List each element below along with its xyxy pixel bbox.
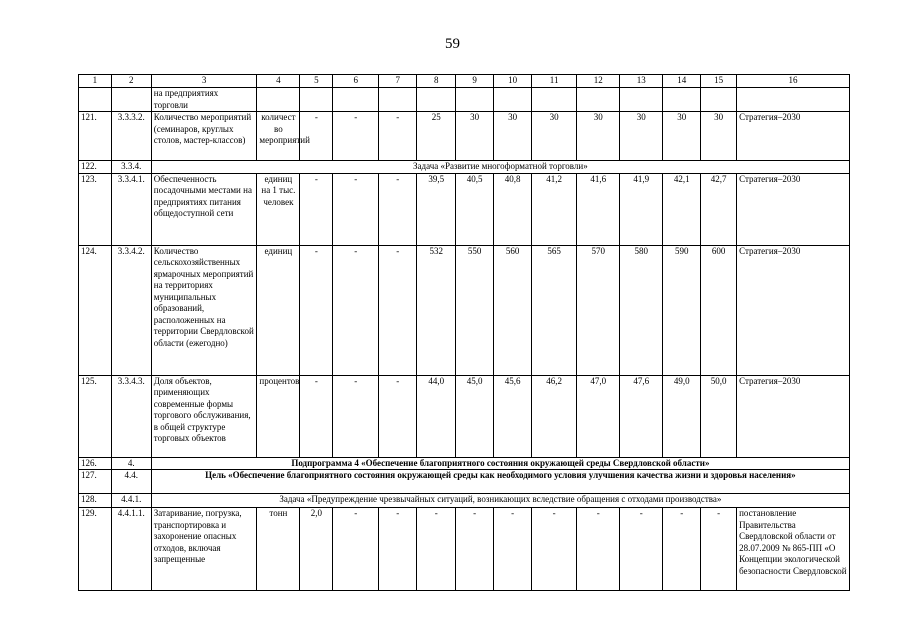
value-cell xyxy=(620,88,663,112)
table-row xyxy=(79,375,850,457)
section-title-cell: Цель «Обеспечение благоприятного состояния окружающей среды как необходимого условия улучшения качества жизни и здоровья населения» xyxy=(151,470,849,494)
value-cell xyxy=(494,88,532,112)
unit-cell: процентов xyxy=(257,375,300,457)
value-cell: - xyxy=(532,508,577,591)
row-code-cell: 3.3.4.3. xyxy=(111,375,151,457)
value-cell: 30 xyxy=(620,112,663,161)
column-header: 3 xyxy=(151,75,257,88)
section-title-cell: Подпрограмма 4 «Обеспечение благоприятного состояния окружающей среды Свердловской области» xyxy=(151,457,849,470)
value-cell xyxy=(577,88,620,112)
section-row xyxy=(79,470,850,494)
row-number-cell xyxy=(79,88,112,112)
value-cell: - xyxy=(300,375,333,457)
column-header: 16 xyxy=(737,75,850,88)
unit-cell: единиц xyxy=(257,245,300,375)
row-number-cell: 127. xyxy=(79,470,112,494)
section-row xyxy=(79,494,850,508)
indicator-name-cell: Обеспеченность посадочными местами на предприятиях питания общедоступной сети xyxy=(151,173,257,245)
value-cell: 46,2 xyxy=(532,375,577,457)
value-cell: 560 xyxy=(494,245,532,375)
value-cell: 44,0 xyxy=(417,375,456,457)
value-cell: 39,5 xyxy=(417,173,456,245)
value-cell: 42,1 xyxy=(663,173,701,245)
source-cell: Стратегия–2030 xyxy=(737,375,850,457)
value-cell: - xyxy=(333,508,379,591)
column-header: 5 xyxy=(300,75,333,88)
column-header: 4 xyxy=(257,75,300,88)
column-header: 7 xyxy=(379,75,417,88)
value-cell xyxy=(663,88,701,112)
source-cell: постановление Правительства Свердловской области от 28.07.2009 № 865-ПП «О Концепции экологической безопасности Свердловской xyxy=(737,508,850,591)
column-header: 10 xyxy=(494,75,532,88)
column-header: 1 xyxy=(79,75,112,88)
unit-cell: тонн xyxy=(257,508,300,591)
row-code-cell: 4.4. xyxy=(111,470,151,494)
value-cell: - xyxy=(333,245,379,375)
value-cell: 30 xyxy=(577,112,620,161)
column-header: 6 xyxy=(333,75,379,88)
section-row xyxy=(79,457,850,470)
table-row xyxy=(79,112,850,161)
indicators-table xyxy=(78,74,850,591)
value-cell xyxy=(532,88,577,112)
row-code-cell: 3.3.3.2. xyxy=(111,112,151,161)
value-cell: 40,8 xyxy=(494,173,532,245)
value-cell xyxy=(379,88,417,112)
section-row xyxy=(79,161,850,174)
value-cell: 2,0 xyxy=(300,508,333,591)
value-cell: - xyxy=(494,508,532,591)
value-cell xyxy=(300,88,333,112)
value-cell: 45,6 xyxy=(494,375,532,457)
value-cell xyxy=(333,88,379,112)
row-code-cell xyxy=(111,88,151,112)
value-cell: 41,2 xyxy=(532,173,577,245)
row-number-cell: 123. xyxy=(79,173,112,245)
value-cell: - xyxy=(701,508,737,591)
row-code-cell: 4.4.1.1. xyxy=(111,508,151,591)
row-number-cell: 121. xyxy=(79,112,112,161)
value-cell: 600 xyxy=(701,245,737,375)
value-cell: 580 xyxy=(620,245,663,375)
unit-cell: количест во мероприятий xyxy=(257,112,300,161)
column-header: 12 xyxy=(577,75,620,88)
column-header: 15 xyxy=(701,75,737,88)
value-cell: - xyxy=(379,375,417,457)
column-header: 2 xyxy=(111,75,151,88)
source-cell: Стратегия–2030 xyxy=(737,173,850,245)
row-number-cell: 124. xyxy=(79,245,112,375)
value-cell: 41,6 xyxy=(577,173,620,245)
table-row xyxy=(79,508,850,591)
unit-cell xyxy=(257,88,300,112)
value-cell: 565 xyxy=(532,245,577,375)
table-row xyxy=(79,245,850,375)
row-code-cell: 3.3.4.2. xyxy=(111,245,151,375)
value-cell: 570 xyxy=(577,245,620,375)
column-header: 13 xyxy=(620,75,663,88)
row-number-cell: 126. xyxy=(79,457,112,470)
value-cell: 47,0 xyxy=(577,375,620,457)
column-header: 9 xyxy=(456,75,494,88)
indicator-name-cell: Затаривание, погрузка, транспортировка и захоронение опасных отходов, включая запрещенные xyxy=(151,508,257,591)
column-header: 11 xyxy=(532,75,577,88)
page-number: 59 xyxy=(445,36,460,52)
section-title-cell: Задача «Предупреждение чрезвычайных ситуаций, возникающих вследствие обращения с отходами производства» xyxy=(151,494,849,508)
value-cell: 30 xyxy=(663,112,701,161)
value-cell: - xyxy=(379,245,417,375)
column-header-row xyxy=(79,75,850,88)
value-cell: - xyxy=(300,112,333,161)
indicator-name-cell: Количество сельскохозяйственных ярмарочных мероприятий на территориях муниципальных образований, расположенных на территории Свердловской области (ежегодно) xyxy=(151,245,257,375)
value-cell: - xyxy=(300,173,333,245)
value-cell: 45,0 xyxy=(456,375,494,457)
value-cell: 590 xyxy=(663,245,701,375)
value-cell: - xyxy=(620,508,663,591)
value-cell: - xyxy=(379,508,417,591)
value-cell: - xyxy=(333,112,379,161)
value-cell: 41,9 xyxy=(620,173,663,245)
value-cell: 532 xyxy=(417,245,456,375)
value-cell: 42,7 xyxy=(701,173,737,245)
value-cell: 49,0 xyxy=(663,375,701,457)
indicator-name-cell: Количество мероприятий (семинаров, круглых столов, мастер-классов) xyxy=(151,112,257,161)
row-code-cell: 3.3.4. xyxy=(111,161,151,174)
value-cell: - xyxy=(300,245,333,375)
row-code-cell: 3.3.4.1. xyxy=(111,173,151,245)
value-cell: - xyxy=(577,508,620,591)
row-number-cell: 128. xyxy=(79,494,112,508)
row-number-cell: 122. xyxy=(79,161,112,174)
table-row xyxy=(79,173,850,245)
source-cell: Стратегия–2030 xyxy=(737,112,850,161)
value-cell: - xyxy=(379,173,417,245)
value-cell xyxy=(701,88,737,112)
unit-cell: единиц на 1 тыс. человек xyxy=(257,173,300,245)
column-header: 8 xyxy=(417,75,456,88)
value-cell xyxy=(456,88,494,112)
table-row xyxy=(79,88,850,112)
value-cell: 30 xyxy=(456,112,494,161)
section-title-cell: Задача «Развитие многоформатной торговли» xyxy=(151,161,849,174)
value-cell xyxy=(417,88,456,112)
value-cell: - xyxy=(663,508,701,591)
value-cell: 30 xyxy=(532,112,577,161)
source-cell: Стратегия–2030 xyxy=(737,245,850,375)
value-cell: 550 xyxy=(456,245,494,375)
value-cell: 30 xyxy=(494,112,532,161)
row-number-cell: 129. xyxy=(79,508,112,591)
value-cell: 50,0 xyxy=(701,375,737,457)
value-cell: - xyxy=(379,112,417,161)
value-cell: 30 xyxy=(701,112,737,161)
value-cell: 47,6 xyxy=(620,375,663,457)
value-cell: - xyxy=(333,375,379,457)
row-code-cell: 4. xyxy=(111,457,151,470)
value-cell: - xyxy=(333,173,379,245)
indicator-name-cell: Доля объектов, применяющих современные формы торгового обслуживания, в общей структуре торговых объектов xyxy=(151,375,257,457)
value-cell: - xyxy=(417,508,456,591)
value-cell: - xyxy=(456,508,494,591)
row-code-cell: 4.4.1. xyxy=(111,494,151,508)
row-number-cell: 125. xyxy=(79,375,112,457)
indicator-name-cell: на предприятиях торговли xyxy=(151,88,257,112)
value-cell: 40,5 xyxy=(456,173,494,245)
column-header: 14 xyxy=(663,75,701,88)
value-cell: 25 xyxy=(417,112,456,161)
source-cell xyxy=(737,88,850,112)
